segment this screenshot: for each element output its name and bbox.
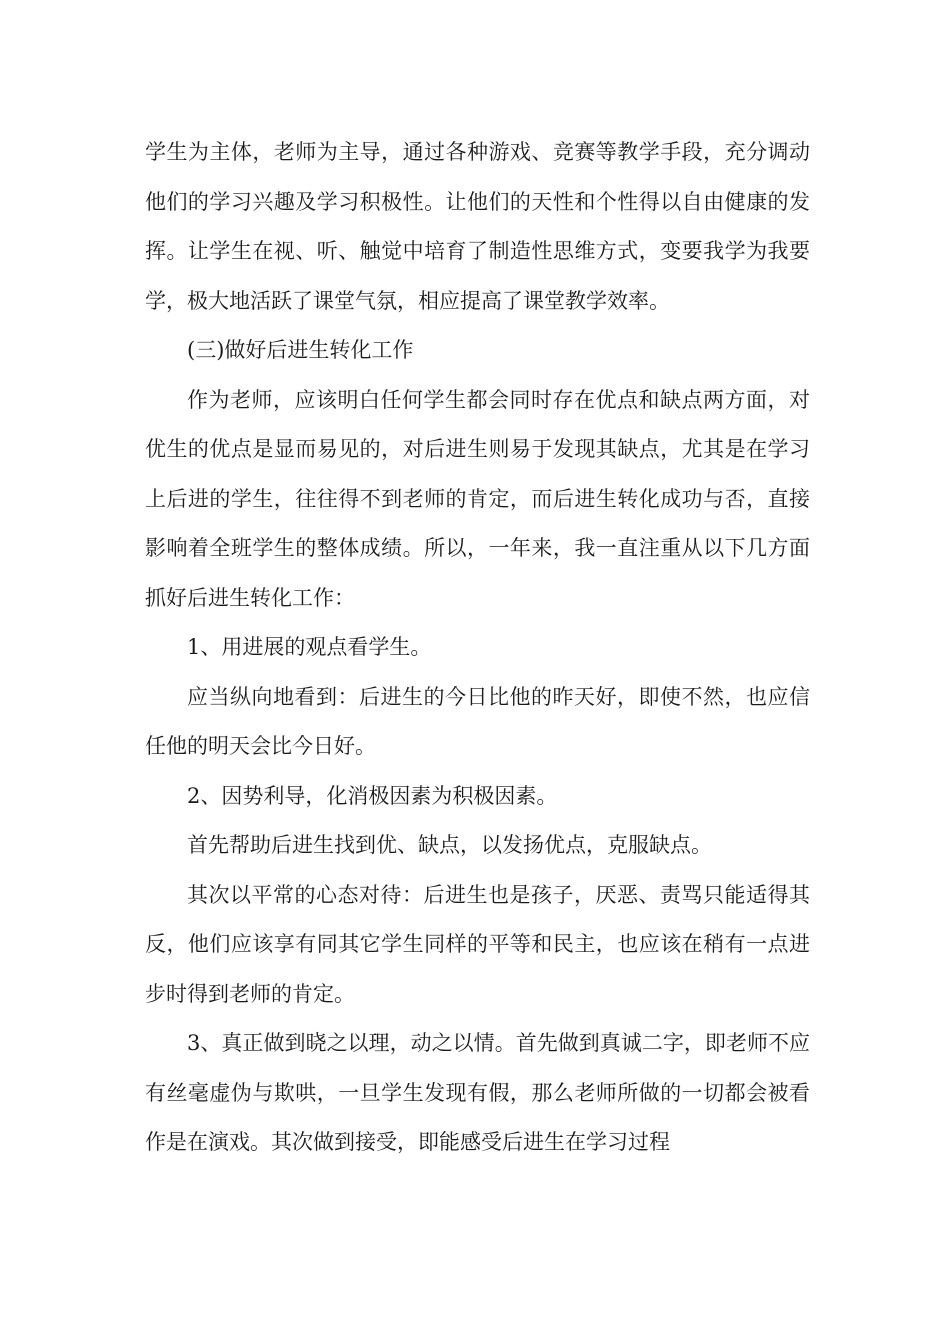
paragraph-calm-attitude: 其次以平常的心态对待：后进生也是孩子，厌恶、责骂只能适得其反，他们应该享有同其它学生同样的平等和民主，也应该在稍有一点进步时得到老师的肯定。 <box>145 882 810 1006</box>
paragraph-longitudinal-view: 应当纵向地看到：后进生的今日比他的昨天好，即使不然，也应信任他的明天会比今日好。 <box>145 684 810 758</box>
section-heading-3: (三)做好后进生转化工作 <box>187 338 414 362</box>
list-item-3: 3、真正做到晓之以理，动之以情。首先做到真诚二字，即老师不应有丝毫虚伪与欺哄，一旦学生发现有假，那么老师所做的一切都会被看作是在演戏。其次做到接受，即能感受后进生在学习过程 <box>145 1031 810 1154</box>
paragraph-intro-continuation: 学生为主体，老师为主导，通过各种游戏、竞赛等教学手段，充分调动他们的学习兴趣及学习积极性。让他们的天性和个性得以自由健康的发挥。让学生在视、听、触觉中培育了制造性思维方式，变要我学为我要学，极大地活跃了课堂气氛，相应提高了课堂教学效率。 <box>145 140 810 313</box>
list-item-1: 1、用进展的观点看学生。 <box>187 635 432 659</box>
list-item-2: 2、因势利导，化消极因素为积极因素。 <box>187 783 558 808</box>
paragraph-find-strengths: 首先帮助后进生找到优、缺点，以发扬优点，克服缺点。 <box>187 833 712 857</box>
paragraph-teacher-role: 作为老师，应该明白任何学生都会同时存在优点和缺点两方面，对优生的优点是显而易见的，对后进生则易于发现其缺点，尤其是在学习上后进的学生，往往得不到老师的肯定，而后进生转化成功与否，直接影响着全班学生的整体成绩。所以，一年来，我一直注重从以下几方面抓好后进生转化工作： <box>145 387 810 610</box>
document-body <box>145 128 810 1168</box>
